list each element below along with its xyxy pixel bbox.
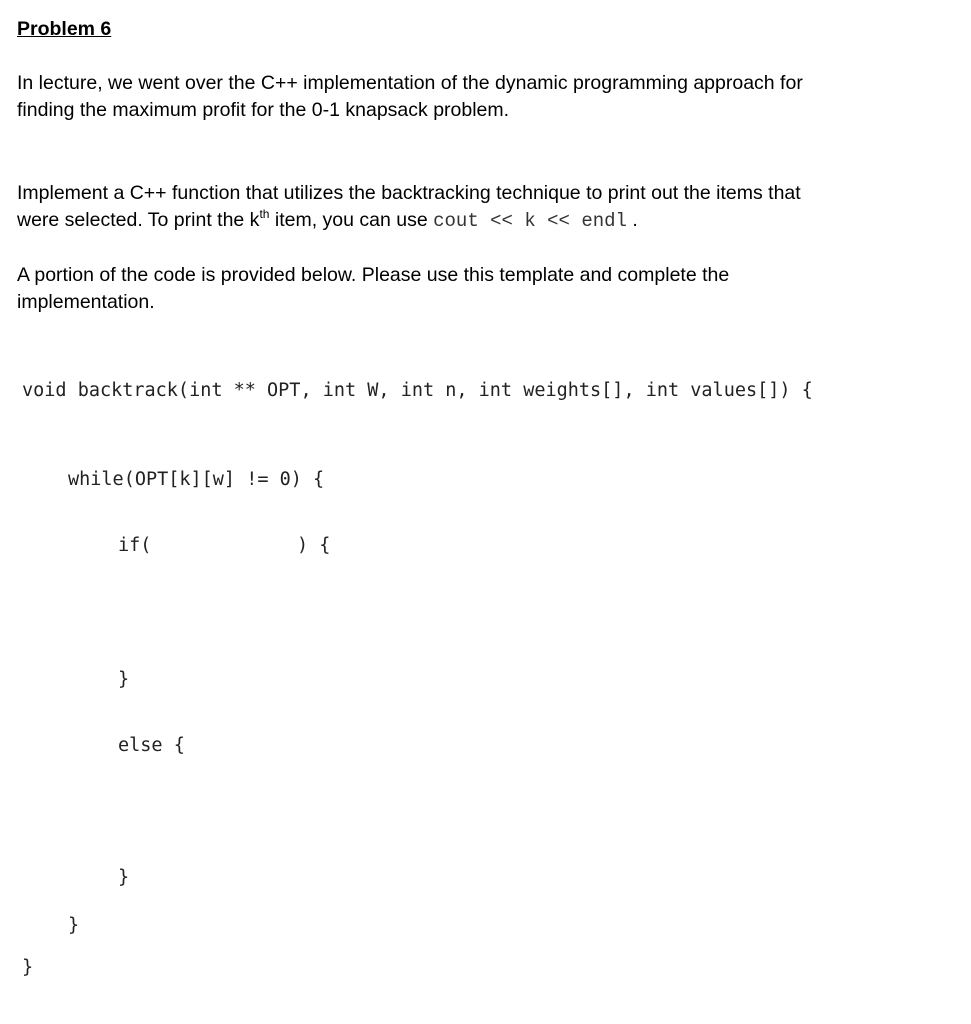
code-while-line: while(OPT[k][w] != 0) { xyxy=(68,469,325,490)
inline-code-cout: cout << k << endl xyxy=(433,210,627,232)
intro-line-1: In lecture, we went over the C++ implementation of the dynamic programming approach for xyxy=(17,72,803,94)
superscript-th: th xyxy=(259,207,270,221)
task-line-2-start: were selected. To print the k xyxy=(17,209,260,231)
intro-line-2: finding the maximum profit for the 0-1 knapsack problem. xyxy=(17,99,510,121)
code-function-brace-close: } xyxy=(22,957,34,978)
code-function-signature: void backtrack(int ** OPT, int W, int n, int weights[], int values[]) { xyxy=(22,380,813,401)
intro-paragraph xyxy=(17,70,803,124)
template-line-1: A portion of the code is provided below. Please use this template and complete the xyxy=(17,264,730,286)
task-line-2 xyxy=(17,207,801,235)
code-if-close: ) { xyxy=(297,535,331,556)
task-line-2-middle: item, you can use xyxy=(269,209,434,231)
problem-heading: Problem 6 xyxy=(17,18,112,40)
code-if-open: if( xyxy=(118,535,152,556)
code-else-line: else { xyxy=(118,735,185,756)
code-while-brace-close: } xyxy=(68,915,80,936)
task-line-2-end: . xyxy=(626,209,638,231)
template-paragraph xyxy=(17,262,729,316)
code-if-brace-close: } xyxy=(118,669,130,690)
code-else-brace-close: } xyxy=(118,867,130,888)
task-paragraph xyxy=(17,180,801,235)
task-line-1: Implement a C++ function that utilizes the backtracking technique to print out the items that xyxy=(17,182,801,204)
template-line-2: implementation. xyxy=(17,291,155,313)
